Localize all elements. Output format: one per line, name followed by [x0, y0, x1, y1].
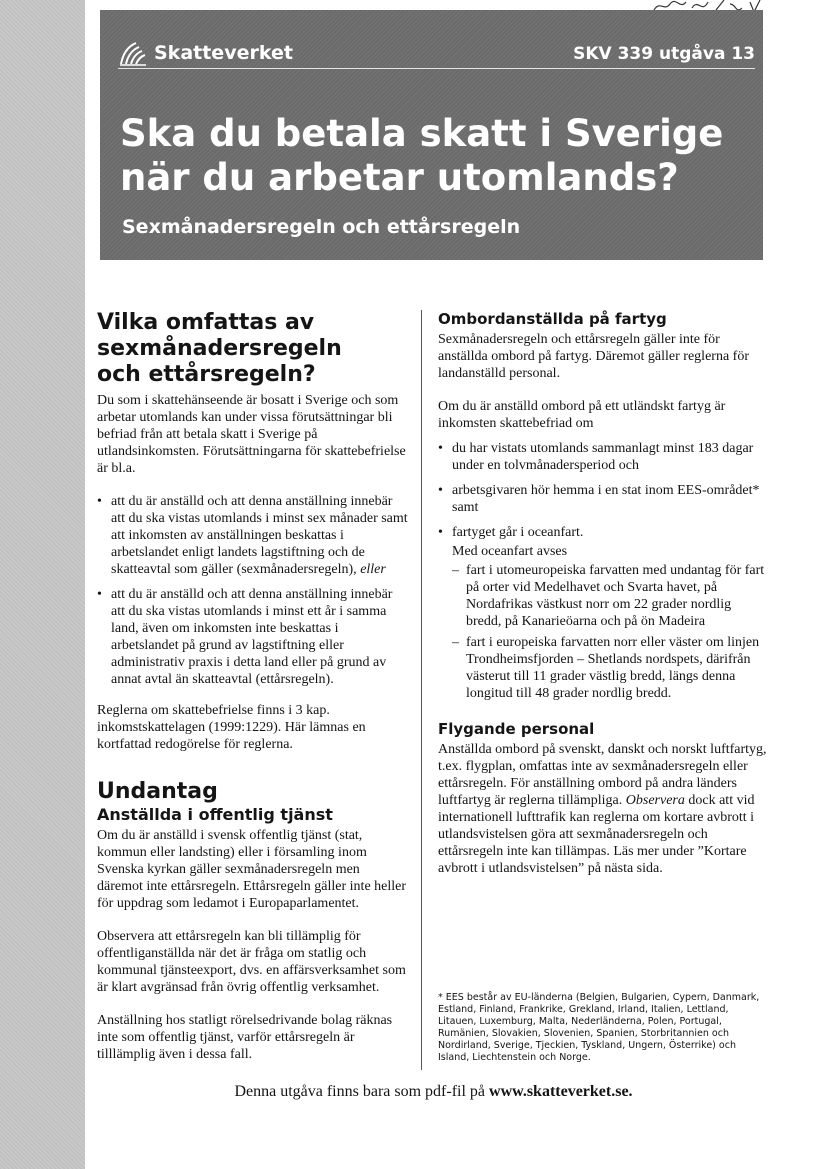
ship-paragraph-2: Om du är anställd ombord på ett utländskt fartyg är inkomsten skattebefriad om: [438, 399, 726, 431]
footer-link[interactable]: www.skatteverket.se.: [489, 1083, 633, 1100]
flight-emphasis: Observera: [625, 793, 685, 808]
footer-text: Denna utgåva finns bara som pdf-fil på: [234, 1083, 486, 1100]
ship-condition-item: • du har vistats utomlands sammanlagt minst 183 dagar under en tolvmånadersperiod och: [438, 440, 770, 474]
ship-paragraph-1: Sexmånadersregeln och ettårsregeln gäller inte för anställda ombord på fartyg. Däremot gäller reglerna för landanställd personal.: [438, 332, 749, 381]
conditions-list: [97, 493, 409, 688]
subheading-ship-crew: Ombordanställda på fartyg: [438, 310, 667, 328]
ship-condition-item: • arbetsgivaren hör hemma i en stat inom EES-området* samt: [438, 482, 770, 516]
rules-paragraph: Reglerna om skattebefrielse finns i 3 kap. inkomstskattelagen (1999:1229). Här lämnas en kortfattad redogörelse för reglerna.: [97, 703, 366, 752]
header-rule: [118, 68, 755, 69]
public-paragraph-3: Anställning hos statligt rörelsedrivande bolag räknas inte som offentlig tjänst, varför ettårsregeln är tilllämplig även i dessa fall.: [97, 1013, 393, 1062]
page-footer: [0, 1083, 827, 1101]
section-heading-exceptions: Undantag: [97, 779, 218, 804]
intro-paragraph: Du som i skattehänseende är bosatt i Sverige och som arbetar utomlands kan under vissa förutsättningar bli befriad från att betala skatt i Sverige på utlandsinkomsten. Förutsättningarna för skattebefrielse är bl.a.: [97, 393, 406, 476]
right-column: [438, 310, 770, 893]
public-paragraph-1: Om du är anställd i svensk offentlig tjänst (stat, kommun eller landsting) eller i församling inom Svenska kyrkan gäller sexmånadersregeln men däremot inte ettårsregeln. Ettårsregeln gäller inte heller för uppdrag som ledamot i Europaparlamentet.: [97, 828, 407, 911]
section-heading-who: [97, 310, 409, 388]
heading-line: Vilka omfattas av: [97, 310, 315, 335]
left-column: [97, 310, 409, 1079]
subheading-flight-crew: Flygande personal: [438, 720, 595, 738]
condition-item: [97, 586, 409, 688]
header-banner: [100, 10, 763, 260]
condition-text: att du är anställd och att denna anställning innebär att du ska vistas utomlands i minst sex månader samt att inkomsten av anställningen beskattas i arbetslandet enligt landets lagstiftning och de skatteavtal som gäller (sexmånadersregeln),: [111, 494, 408, 577]
side-strip: [0, 0, 85, 1169]
heading-line: sexmånadersregeln: [97, 336, 342, 361]
subheading-public-service: Anställda i offentlig tjänst: [97, 805, 333, 824]
ocean-list: [452, 562, 770, 702]
ocean-intro: Med oceanfart avses: [452, 544, 568, 559]
skatteverket-logo-icon: [118, 40, 148, 66]
heading-line: och ettårsregeln?: [97, 362, 316, 387]
page-subtitle: Sexmånadersregeln och ettårsregeln: [122, 216, 521, 238]
ocean-item: – fart i europeiska farvatten norr eller väster om linjen Trondheimsfjorden – Shetlands nordspets, därifrån västerut till 11 grader västlig bredd, längs denna longitud till 48 grader nordlig bredd.: [452, 634, 770, 702]
flight-paragraph: [438, 741, 770, 877]
column-divider: [421, 310, 422, 1070]
ocean-item: – fart i utomeuropeiska farvatten med undantag för fart på orter vid Medelhavet och Svarta havet, på Nordafrikas västkust norr om 22 grader nordlig bredd, på Kanarieöarna och på ön Madeira: [452, 562, 770, 630]
flight-text: Anställda ombord på svenskt, danskt och norskt luftfartyg, t.ex. flygplan, omfattas inte av sexmånadersregeln eller ettårsregeln. För anställning ombord på andra länders luftfartyg är reglerna tillämpliga.: [438, 742, 767, 808]
page-title-line1: Ska du betala skatt i Sverige: [120, 112, 724, 155]
condition-item: [97, 493, 409, 578]
public-paragraph-2: Observera att ettårsregeln kan bli tillämplig för offentliganställda när det är fråga om statlig och kommunal tjänsteexport, dvs. en affärsverksamhet som är klart avgränsad från övrig offentlig verksamhet.: [97, 929, 406, 995]
ship-conditions-list: [438, 440, 770, 541]
ees-footnote: * EES består av EU-länderna (Belgien, Bulgarien, Cypern, Danmark, Estland, Finland, Frankrike, Grekland, Irland, Italien, Lettland, Litauen, Luxemburg, Malta, Nederländerna, Polen, Portugal, Rumänien, Slovakien, Slovenien, Spanien, Storbritannien och Nordirland, Sverige, Tjeckien, Tyskland, Ungern, Österrike) och Island, Liechtenstein och Norge.: [438, 992, 760, 1063]
brand-name: Skatteverket: [154, 42, 293, 64]
logo: [118, 40, 293, 66]
condition-text: att du är anställd och att denna anställning innebär att du ska vistas utomlands i minst ett år i samma land, även om inkomsten inte beskattas i arbetslandet på grund av lagstiftning eller administrativ praxis i detta land eller på grund av annat avtal än skatteavtal (ettårsregeln).: [111, 587, 393, 687]
condition-emphasis: eller: [360, 562, 386, 577]
page-title-line2: när du arbetar utomlands?: [120, 156, 679, 199]
form-code: SKV 339 utgåva 13: [573, 44, 755, 64]
ship-condition-item: • fartyget går i oceanfart.: [438, 524, 770, 541]
flight-text: dock att vid internationell lufttrafik kan reglerna om kortare avbrott i utlandsvistelsen göra att sexmånadersregeln och ettårsregeln inte kan tillämpas. Läs mer under ”Kortare avbrott i utlandsvistelsen” på nästa sida.: [438, 793, 755, 876]
page-title: [120, 112, 723, 200]
